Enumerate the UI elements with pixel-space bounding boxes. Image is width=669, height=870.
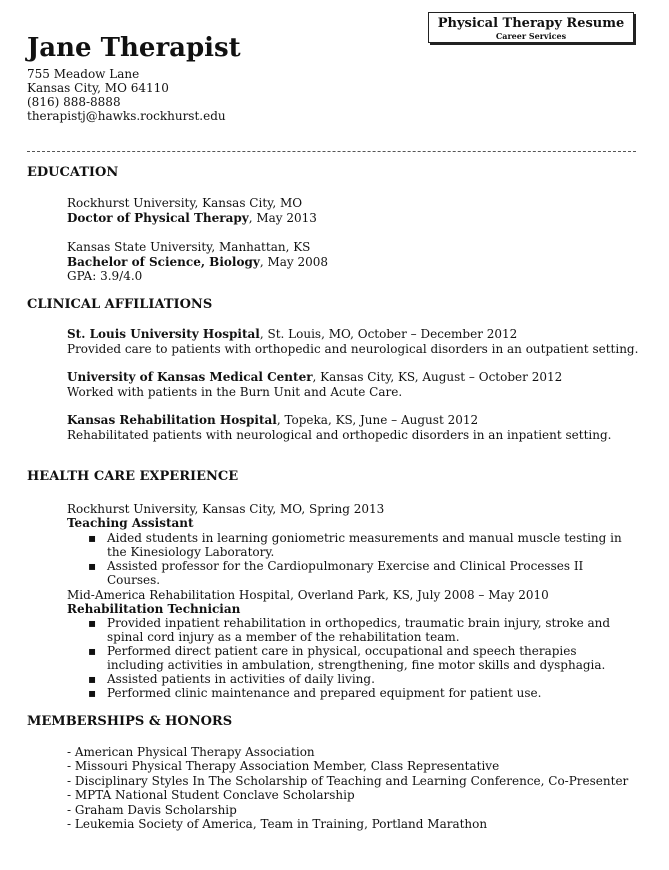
memberships-heading: MEMBERSHIPS & HONORS [27, 714, 233, 729]
clinical-details: , Topeka, KS, June – August 2012 [276, 413, 479, 427]
membership-item: - American Physical Therapy Association [67, 745, 315, 759]
clinical-entry-line [67, 370, 562, 384]
clinical-description: Worked with patients in the Burn Unit and Acute Care. [67, 385, 403, 399]
address-line-2: Kansas City, MO 64110 [27, 81, 169, 95]
bullet-icon: ▪ [88, 672, 97, 686]
membership-item: - Leukemia Society of America, Team in Training, Portland Marathon [67, 817, 488, 831]
experience-heading: HEALTH CARE EXPERIENCE [27, 469, 239, 484]
bullet-icon: ▪ [88, 559, 97, 573]
candidate-name: Jane Therapist [27, 33, 241, 63]
membership-item: - Disciplinary Styles In The Scholarship of Teaching and Learning Conference, Co-Presenter [67, 774, 629, 788]
job-bullets [88, 616, 633, 700]
job-organization: Rockhurst University, Kansas City, MO, Spring 2013 [67, 502, 385, 516]
clinical-entry-line [67, 413, 478, 427]
education-degree: Doctor of Physical Therapy [67, 211, 249, 225]
bullet-icon: ▪ [88, 616, 97, 630]
phone: (816) 888-8888 [27, 95, 121, 109]
job-role: Rehabilitation Technician [67, 602, 241, 616]
document-title: Physical Therapy Resume [437, 16, 625, 31]
bullet-icon: ▪ [88, 531, 97, 545]
clinical-place: University of Kansas Medical Center [67, 370, 313, 384]
document-subtitle: Career Services [495, 31, 567, 41]
bullet-icon: ▪ [88, 686, 97, 700]
bullet-item: ▪ Assisted patients in activities of daily living. [88, 672, 375, 686]
membership-item: - MPTA National Student Conclave Scholarship [67, 788, 355, 802]
education-date: , May 2013 [248, 211, 317, 225]
education-degree-line [67, 211, 317, 225]
membership-item: - Missouri Physical Therapy Association Member, Class Representative [67, 759, 500, 773]
education-degree-line [67, 255, 328, 269]
education-school: Rockhurst University, Kansas City, MO [67, 196, 303, 210]
clinical-description: Provided care to patients with orthopedic and neurological disorders in an outpatient setting. [67, 342, 639, 356]
clinical-details: , Kansas City, KS, August – October 2012 [312, 370, 563, 384]
clinical-heading: CLINICAL AFFILIATIONS [27, 297, 213, 312]
bullet-icon: ▪ [88, 644, 97, 658]
education-school: Kansas State University, Manhattan, KS [67, 240, 311, 254]
bullet-item: ▪ Provided inpatient rehabilitation in orthopedics, traumatic brain injury, stroke and spinal cord injury as a member of the rehabilitation team. [88, 616, 611, 644]
bullet-item: ▪ Aided students in learning goniometric measurements and manual muscle testing in the Kinesiology Laboratory. [88, 531, 622, 559]
bullet-item: ▪ Performed direct patient care in physical, occupational and speech therapies including activities in ambulation, strengthening, fine motor skills and dysphagia. [88, 644, 606, 672]
bullet-item: ▪ Assisted professor for the Cardiopulmonary Exercise and Clinical Processes II Courses. [88, 559, 584, 587]
bullet-item: ▪ Performed clinic maintenance and prepared equipment for patient use. [88, 686, 542, 700]
clinical-place: St. Louis University Hospital [67, 327, 260, 341]
document-title-box [428, 12, 634, 43]
membership-item: - Graham Davis Scholarship [67, 803, 237, 817]
job-role: Teaching Assistant [67, 516, 194, 530]
email: therapistj@hawks.rockhurst.edu [27, 109, 226, 123]
clinical-details: , St. Louis, MO, October – December 2012 [259, 327, 518, 341]
job-organization: Mid-America Rehabilitation Hospital, Overland Park, KS, July 2008 – May 2010 [67, 588, 549, 602]
education-gpa: GPA: 3.9/4.0 [67, 269, 143, 283]
clinical-description: Rehabilitated patients with neurological and orthopedic disorders in an inpatient setting. [67, 428, 612, 442]
clinical-place: Kansas Rehabilitation Hospital [67, 413, 277, 427]
address-line-1: 755 Meadow Lane [27, 67, 140, 81]
job-bullets [88, 531, 633, 587]
education-degree: Bachelor of Science, Biology [67, 255, 260, 269]
divider [27, 151, 636, 152]
education-date: , May 2008 [259, 255, 329, 269]
clinical-entry-line [67, 327, 517, 341]
education-heading: EDUCATION [27, 165, 119, 180]
